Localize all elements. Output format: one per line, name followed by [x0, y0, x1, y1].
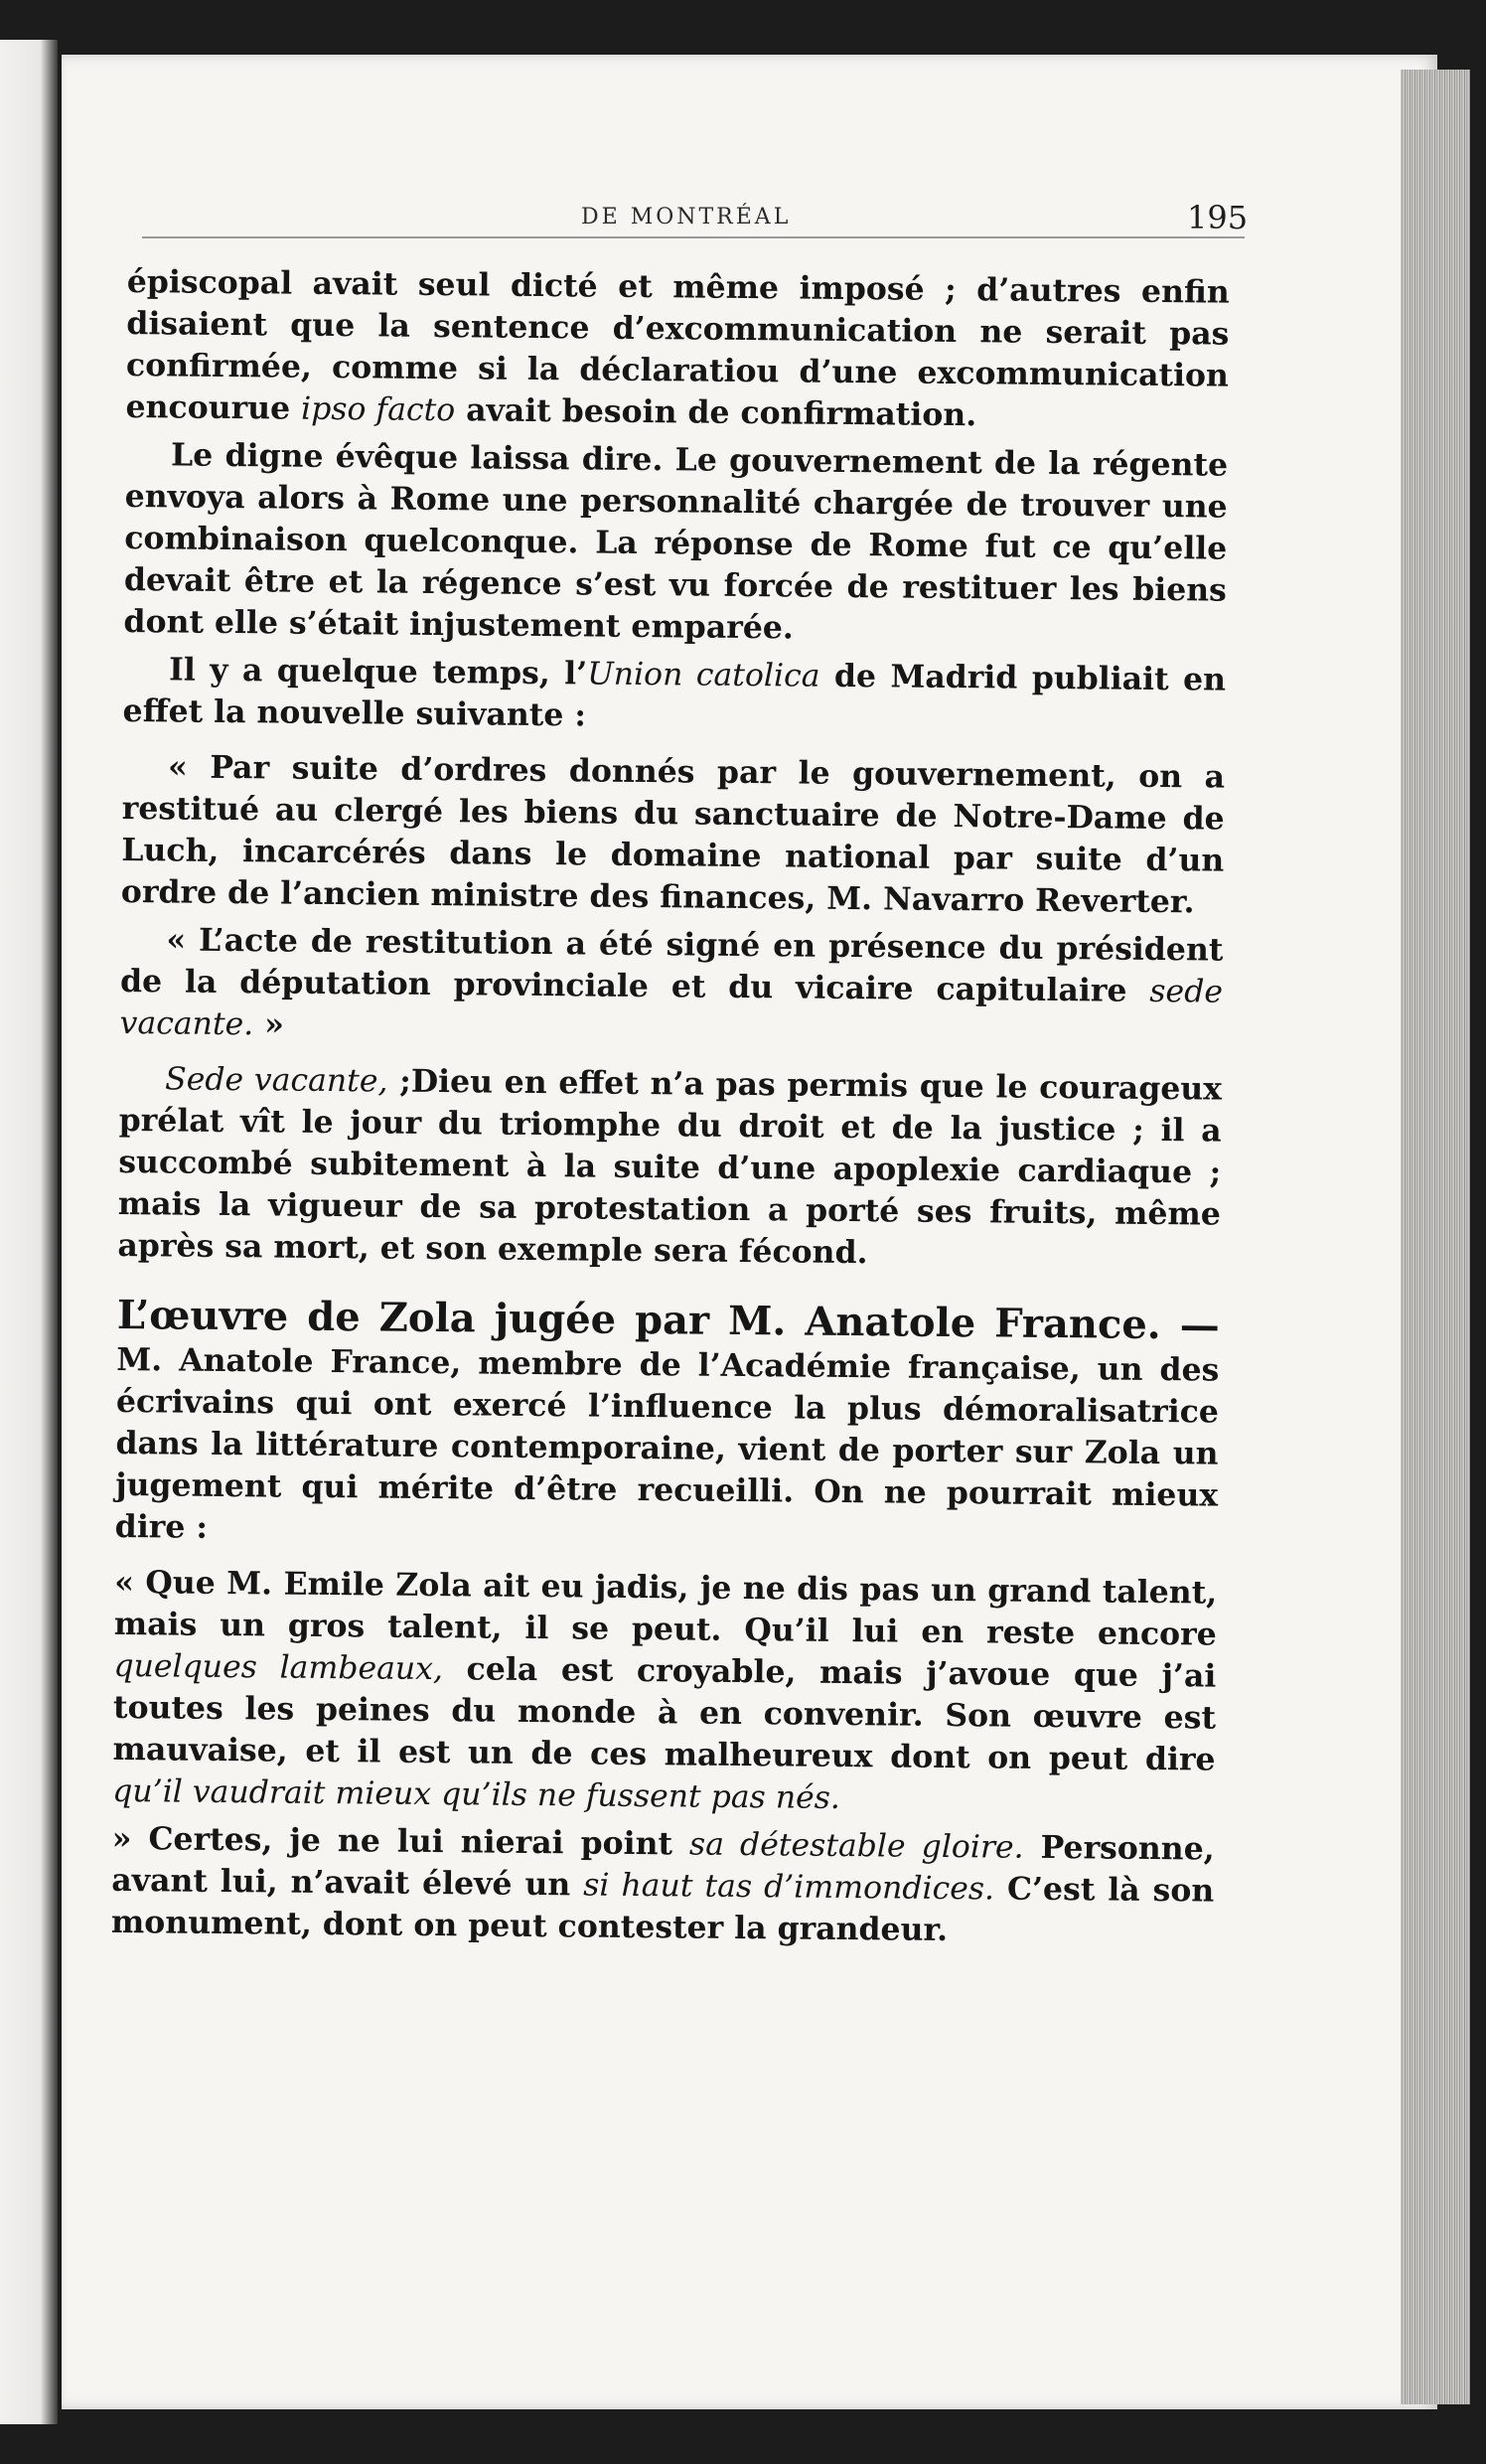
quote-paragraph: « Par suite d’ordres donnés par le gouvernement, on a restitué au clergé les biens du sanctuaire de Notre-Dame de Luch, incarcérés dans le domaine national par suite d’un ordre de l’ancien ministre des finances, M. Navarro Reverter.: [120, 748, 1226, 921]
quote-paragraph: « Que M. Emile Zola ait eu jadis, je ne dis pas un grand talent, mais un gros talent, il se peut. Qu’il lui en reste encore quelques lambeaux, cela est croyable, mais j’avoue que j’ai toutes les peines du monde à en convenir. Son œuvre est mauvaise, et il est un de ces malheureux dont on peut dire qu’il vaudrait mieux qu’ils ne fussent pas nés.: [112, 1563, 1218, 1816]
paragraph: épiscopal avait seul dicté et même imposé ; d’autres enfin disaient que la sentence d’excommunication ne serait pas confirmée, comme si la déclaratiou d’une excommunication encourue ipso facto avait besoin de confirmation.: [125, 262, 1230, 434]
page-number: 195: [1187, 199, 1249, 236]
body-text: [111, 261, 1230, 1960]
quote-paragraph: » Certes, je ne lui nierai point sa détestable gloire. Personne, avant lui, n’avait élevé un si haut tas d’immondices. C’est là son monument, dont on peut contester la grandeur.: [110, 1819, 1215, 1949]
section-title: L’œuvre de Zola jugée par M. Anatole France. —: [116, 1291, 1220, 1349]
facing-page-edge: [0, 40, 58, 2424]
paragraph: Sede vacante, ;Dieu en effet n’a pas permis que le courageux prélat vît le jour du triomphe du droit et de la justice ; il a succombé subitement à la suite d’une apoplexie cardiaque ; mais la vigueur de sa protestation a porté ses fruits, même après sa mort, et son exemple sera fécond.: [117, 1061, 1223, 1272]
quote-paragraph: « L’acte de restitution a été signé en présence du président de la députation provinciale et du vicaire capitulaire sede vacante. »: [119, 921, 1224, 1043]
running-head-title: DE MONTRÉAL: [581, 205, 792, 230]
paragraph: Le digne évêque laissa dire. Le gouvernement de la régente envoya alors à Rome une personnalité chargée de trouver une combinaison quelconque. La réponse de Rome fut ce qu’elle devait être et la régence s’est vu forcée de restituer les biens dont elle s’était injustement emparée.: [123, 436, 1229, 647]
paragraph: Il y a quelque temps, l’Union catolica de Madrid publiait en effet la nouvelle suivante :: [122, 651, 1227, 734]
header-rule: [142, 236, 1245, 238]
page-stack-edge: [1401, 70, 1470, 2404]
news-item: L’œuvre de Zola jugée par M. Anatole France. — M. Anatole France, membre de l’Académie française, un des écrivains qui ont exercé l’influence la plus démoralisatrice dans la littérature contemporaine, vient de porter sur Zola un jugement qui mérite d’être recueilli. On ne pourrait mieux dire :: [114, 1291, 1220, 1546]
running-head: [139, 199, 1252, 248]
